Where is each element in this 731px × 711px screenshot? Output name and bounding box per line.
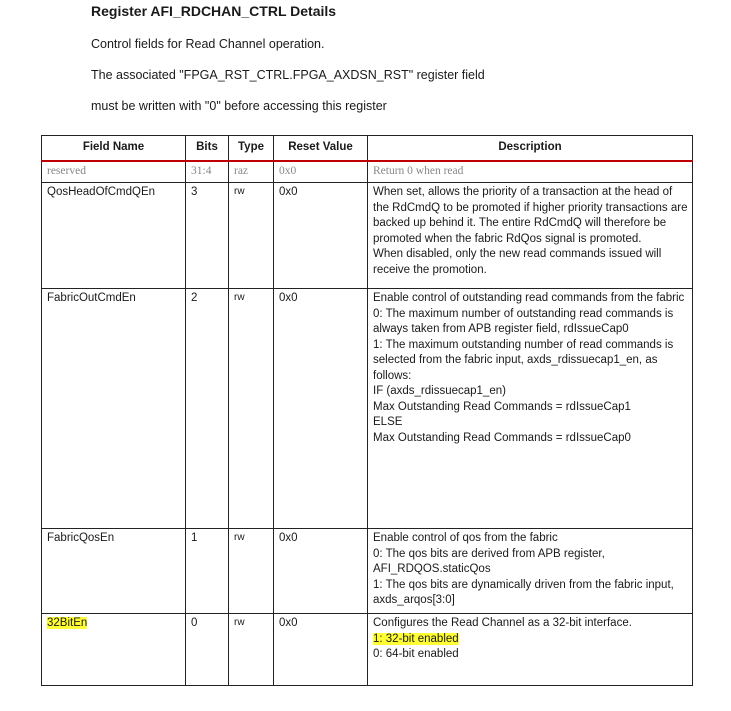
highlighted-description: 1: 32-bit enabled [373, 632, 459, 645]
description-line: 0: 64-bit enabled [373, 648, 459, 661]
reset-cell: 0x0 [274, 529, 368, 614]
description-line: Enable control of outstanding read commands from the fabric [373, 292, 685, 305]
type-cell: rw [229, 289, 274, 529]
type-cell: raz [229, 161, 274, 183]
header-bits: Bits [186, 136, 229, 161]
field-name-cell: QosHeadOfCmdQEn [42, 183, 186, 289]
reset-cell: 0x0 [274, 289, 368, 529]
type-cell: rw [229, 614, 274, 686]
header-field-name: Field Name [42, 136, 186, 161]
type-cell: rw [229, 183, 274, 289]
bits-cell: 1 [186, 529, 229, 614]
bits-cell: 31:4 [186, 161, 229, 183]
table-row [42, 161, 693, 183]
description-line: Return 0 when read [373, 164, 464, 177]
field-name-cell [42, 614, 186, 686]
type-cell: rw [229, 529, 274, 614]
intro-line-1: Control fields for Read Channel operation. [91, 37, 325, 51]
reset-cell: 0x0 [274, 614, 368, 686]
register-table [41, 135, 693, 686]
reset-cell: 0x0 [274, 183, 368, 289]
description-cell [368, 289, 693, 529]
intro-line-3: must be written with "0" before accessing this register [91, 99, 387, 113]
bits-cell: 0 [186, 614, 229, 686]
description-line: Max Outstanding Read Commands = rdIssueCap0 [373, 431, 631, 444]
description-line: 1: The qos bits are dynamically driven from the fabric input, axds_arqos[3:0] [373, 578, 674, 607]
table-row [42, 183, 693, 289]
description-line: 1: The maximum outstanding number of read commands is selected from the fabric input, axds_rdissuecap1_en, as follows: [373, 338, 674, 382]
field-name-cell: reserved [42, 161, 186, 183]
description-line: 0: The qos bits are derived from APB register, AFI_RDQOS.staticQos [373, 547, 605, 576]
header-type: Type [229, 136, 274, 161]
description-line: When disabled, only the new read commands issued will receive the promotion. [373, 248, 662, 276]
description-line: Max Outstanding Read Commands = rdIssueCap1 [373, 400, 631, 413]
description-line: Enable control of qos from the fabric [373, 532, 558, 545]
field-name-cell: FabricOutCmdEn [42, 289, 186, 529]
description-cell [368, 614, 693, 686]
table-row [42, 529, 693, 614]
table-header-row [42, 136, 693, 161]
description-line [373, 632, 688, 648]
table-row [42, 289, 693, 529]
bits-cell: 3 [186, 183, 229, 289]
description-line: When set, allows the priority of a transaction at the head of the RdCmdQ to be promoted if higher priority transactions are backed up behind it. The entire RdCmdQ will therefore be promoted when the fabric RdQos signal is promoted. [373, 186, 688, 245]
field-name-cell: FabricQosEn [42, 529, 186, 614]
description-line: Configures the Read Channel as a 32-bit interface. [373, 617, 632, 630]
description-line: IF (axds_rdissuecap1_en) [373, 385, 506, 398]
reset-cell: 0x0 [274, 161, 368, 183]
description-cell [368, 161, 693, 183]
header-description: Description [368, 136, 693, 161]
header-reset-value: Reset Value [274, 136, 368, 161]
page-title: Register AFI_RDCHAN_CTRL Details [91, 3, 337, 19]
intro-line-2: The associated "FPGA_RST_CTRL.FPGA_AXDSN_RST" register field [91, 68, 485, 82]
highlighted-field-name: 32BitEn [47, 617, 88, 630]
description-line: 0: The maximum number of outstanding read commands is always taken from APB register field, rdIssueCap0 [373, 307, 674, 336]
table-row [42, 614, 693, 686]
description-cell [368, 529, 693, 614]
bits-cell: 2 [186, 289, 229, 529]
description-cell [368, 183, 693, 289]
description-line: ELSE [373, 416, 403, 429]
